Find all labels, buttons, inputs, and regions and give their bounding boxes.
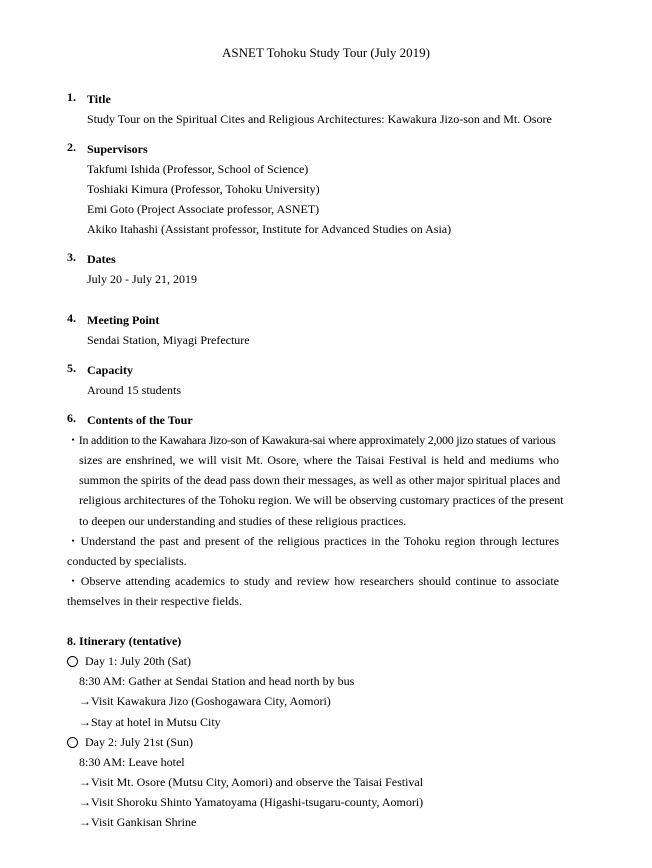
section-5-heading: Capacity [87, 363, 133, 377]
circle-bullet-icon [67, 656, 78, 667]
section-3-number: 3. [67, 250, 76, 264]
supervisor-2: Toshiaki Kimura (Professor, Tohoku University) [87, 182, 320, 196]
contents-line-4: religious architectures of the Tohoku region. We will be observing customary practices of the present [79, 493, 564, 507]
section-4-number: 4. [67, 311, 76, 325]
section-2-number: 2. [67, 140, 76, 154]
section-6-heading: Contents of the Tour [87, 413, 193, 427]
contents-line-6: ・Understand the past and present of the religious practices in the Tohoku region through lectures [67, 534, 559, 548]
day-2-item-1: 8:30 AM: Leave hotel [79, 755, 185, 769]
section-1-text: Study Tour on the Spiritual Cites and Religious Architectures: Kawakura Jizo-son and Mt. Osore [87, 112, 552, 126]
contents-line-1: ・In addition to the Kawahara Jizo-son of Kawakura-sai where approximately 2,000 jizo statues of various [67, 433, 556, 447]
contents-line-8: ・Observe attending academics to study and review how researchers should continue to associate [67, 574, 559, 588]
day-1-item-2: →Visit Kawakura Jizo (Goshogawara City, Aomori) [79, 694, 331, 708]
itinerary-heading: 8. Itinerary (tentative) [67, 634, 182, 648]
day-1-item-1: 8:30 AM: Gather at Sendai Station and head north by bus [79, 674, 355, 688]
section-6-number: 6. [67, 411, 76, 425]
section-2-heading: Supervisors [87, 142, 148, 156]
circle-bullet-icon [67, 737, 78, 748]
section-1-heading: Title [87, 92, 111, 106]
section-1-number: 1. [67, 90, 76, 104]
section-4-heading: Meeting Point [87, 313, 160, 327]
capacity-text: Around 15 students [87, 383, 181, 397]
supervisor-3: Emi Goto (Project Associate professor, ASNET) [87, 202, 320, 216]
section-5-number: 5. [67, 361, 76, 375]
contents-line-2: sizes are enshrined, we will visit Mt. Osore, where the Taisai Festival is held and mediums who [79, 453, 559, 467]
day-2-label: Day 2: July 21st (Sun) [85, 735, 193, 749]
contents-line-7: conducted by specialists. [67, 554, 187, 568]
supervisor-4: Akiko Itahashi (Assistant professor, Institute for Advanced Studies on Asia) [87, 222, 452, 236]
dates-text: July 20 - July 21, 2019 [87, 272, 198, 286]
meeting-point-text: Sendai Station, Miyagi Prefecture [87, 333, 250, 347]
supervisor-1: Takfumi Ishida (Professor, School of Science) [87, 162, 309, 176]
day-2-item-3: →Visit Shoroku Shinto Yamatoyama (Higashi-tsugaru-county, Aomori) [79, 795, 424, 809]
day-2-item-4: →Visit Gankisan Shrine [79, 815, 197, 829]
section-3-heading: Dates [87, 252, 116, 266]
day-1-label: Day 1: July 20th (Sat) [85, 654, 191, 668]
day-1-item-3: →Stay at hotel in Mutsu City [79, 715, 221, 729]
contents-line-5: to deepen our understanding and studies of these religious practices. [79, 514, 407, 528]
day-2-item-2: →Visit Mt. Osore (Mutsu City, Aomori) and observe the Taisai Festival [79, 775, 424, 789]
contents-line-3: summon the spirits of the dead pass down their messages, as well as other major spiritual places and [79, 473, 561, 487]
page-title: ASNET Tohoku Study Tour (July 2019) [222, 45, 430, 60]
contents-line-9: themselves in their respective fields. [67, 594, 242, 608]
